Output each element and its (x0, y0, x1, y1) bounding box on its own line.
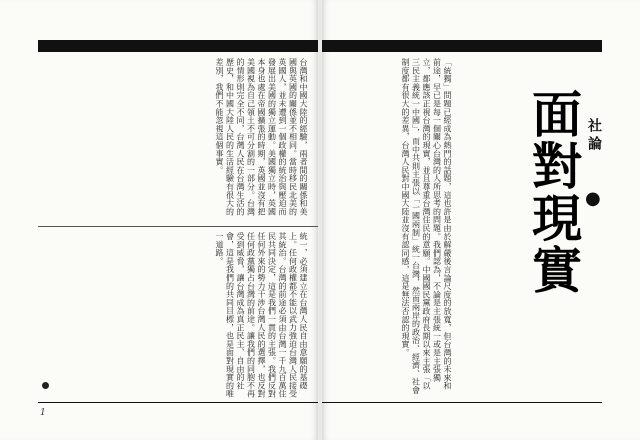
right-page (322, 0, 640, 440)
top-rule (322, 40, 602, 52)
end-of-article-mark (42, 382, 49, 389)
article-body: 「統獨」問題已經成為熱門的話題，這也許是由於解嚴後言論尺度的放寬，但台灣的未來和前途，早已是每一個關心台灣的人所思考的問題。我們認為，不論是主張統一或是主張獨立，都應該正視台灣的現實，並且尊重台灣住民的意願。中國國民黨政府長期以來主張「以三民主義統一中國」，而中共則主張以「一國兩制」統一台灣，然而兩岸的政治、經濟、社會制度都有很大的差異，台灣人民對中國大陸並沒有認同感，這是無法否認的現實。 (401, 58, 452, 395)
article-column-upper: 台灣和中國大陸的經驗，兩者間的關係和美國與英國的關係並不相同。當時移民北美的英國人，並未遭到一個政權的統治與壓迫而發展出美國的獨立運動。美國獨立時，英國本身也處在帝國擴張的時期，英國並沒有把美國視為自己領土不可分割的一部分。台灣的情形則完全不同，台灣人民在台灣生活的歷史，和中國大陸人民的生活經驗有很大的差別，我們不能忽視這個事實。 (215, 58, 308, 216)
left-page (0, 0, 318, 440)
column-divider (38, 226, 318, 227)
article-column-lower: 統一，必須建立在台灣人民自由意願的基礎上。任何政權都不能以武力強迫台灣人民接受其統治。台灣的前途必須由台灣一千九百萬住民共同決定，這是我們一貫的主張。我們反對任何外來的勢力干涉台灣人民的選擇，也反對任何政黨獨占台灣的前途。讓我們的同胞不再受到威脅，讓台灣成為真正民主、自由的社會，這是我們的共同目標，也是面對現實的唯一道路。 (215, 232, 308, 398)
page-number: 1 (40, 408, 46, 418)
bottom-rule (322, 402, 602, 403)
headline: 面對現實 (524, 88, 583, 296)
section-bullet-icon: ● (585, 188, 601, 209)
section-label: 社論 (586, 118, 602, 154)
bottom-rule (38, 402, 318, 403)
top-rule (38, 40, 318, 52)
